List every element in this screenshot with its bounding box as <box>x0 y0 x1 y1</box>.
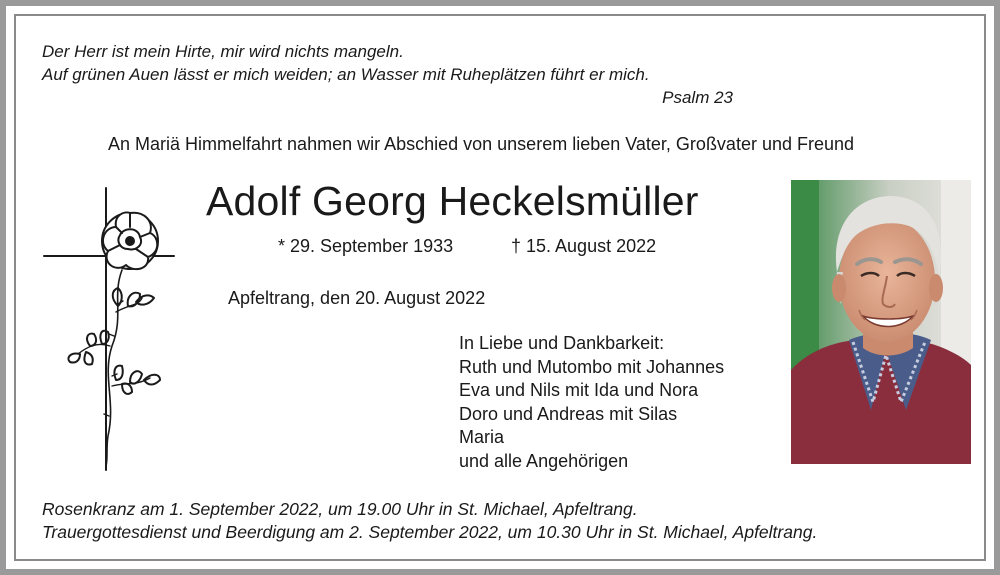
mourner-line: Ruth und Mutombo mit Johannes <box>459 356 725 377</box>
psalm-line-2: Auf grünen Auen lässt er mich weiden; an Wasser mit Ruheplätzen führt er mich. <box>42 65 650 84</box>
services-info <box>42 498 817 544</box>
mourner-line: Eva und Nils mit Ida und Nora <box>459 380 699 400</box>
cross-with-rose-icon <box>42 186 182 481</box>
mourner-line: In Liebe und Dankbarkeit: <box>459 333 665 353</box>
death-date: † 15. August 2022 <box>511 236 657 256</box>
obituary-card <box>6 6 994 569</box>
mourner-line: Maria <box>459 427 505 447</box>
mourner-line: Doro und Andreas mit Silas <box>459 403 678 424</box>
place-date: Apfeltrang, den 20. August 2022 <box>228 288 486 308</box>
service-rosary: Rosenkranz am 1. September 2022, um 19.00 Uhr in St. Michael, Apfeltrang. <box>42 499 638 519</box>
mourner-line: und alle Angehörigen <box>459 450 629 471</box>
portrait-photo <box>791 180 971 464</box>
psalm-reference: Psalm 23 <box>662 88 733 107</box>
intro-text: An Mariä Himmelfahrt nahmen wir Abschied von unserem lieben Vater, Großvater und Freund <box>108 134 855 154</box>
psalm-line-1: Der Herr ist mein Hirte, mir wird nichts mangeln. <box>42 42 404 61</box>
service-funeral: Trauergottesdienst und Beerdigung am 2. September 2022, um 10.30 Uhr in St. Michael, Apfeltrang. <box>42 522 818 542</box>
birth-date: * 29. September 1933 <box>278 236 454 256</box>
deceased-name: Adolf Georg Heckelsmüller <box>206 178 699 224</box>
mourners-list <box>459 332 724 473</box>
